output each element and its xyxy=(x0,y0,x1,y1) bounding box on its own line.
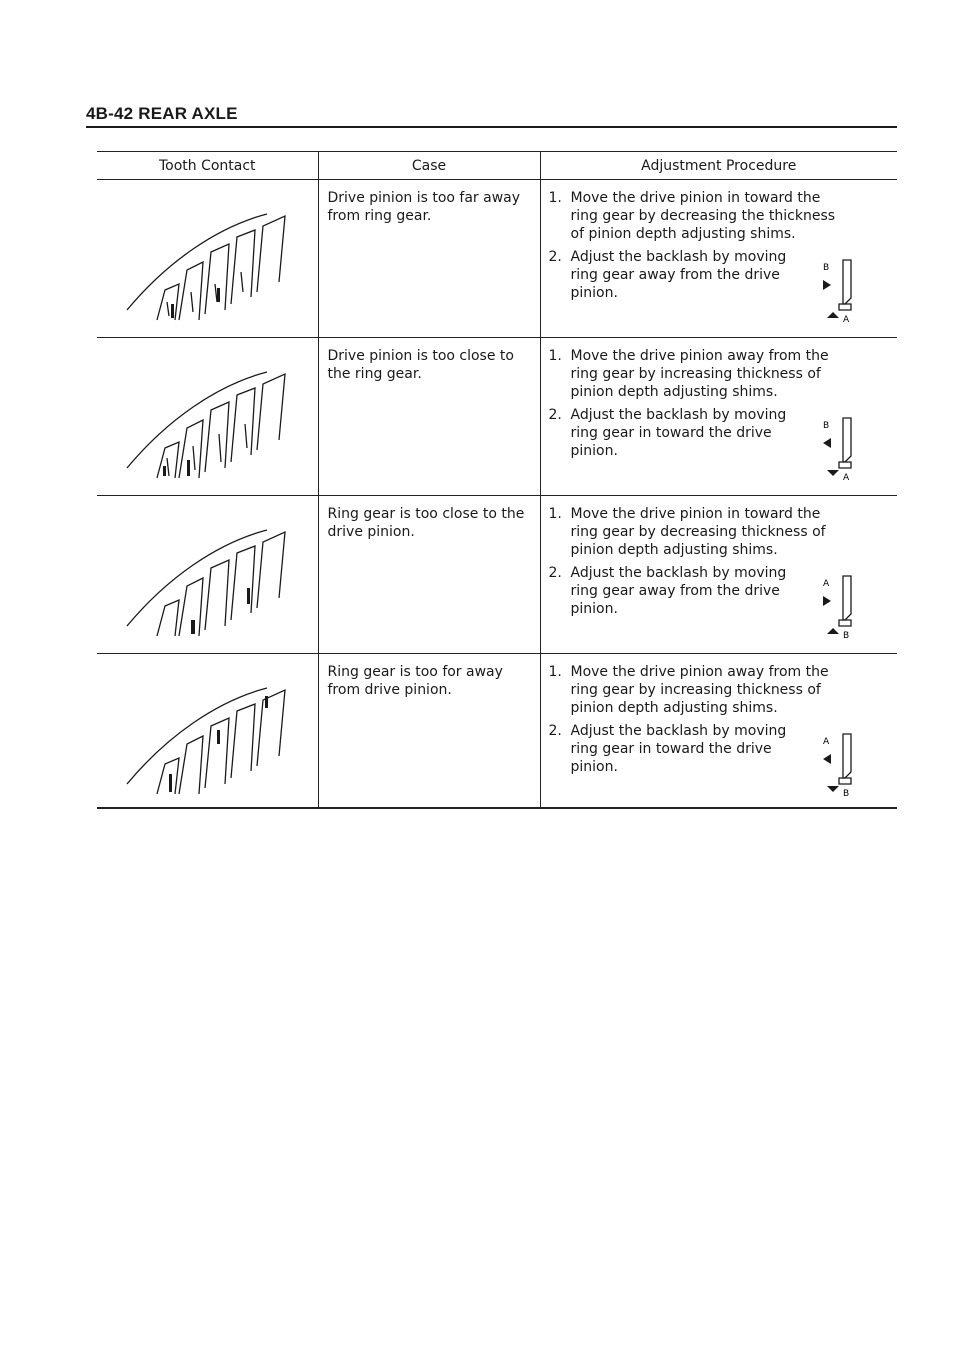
procedure-cell xyxy=(540,654,897,809)
gear-teeth-icon xyxy=(107,508,307,638)
tooth-contact-table xyxy=(97,151,897,809)
diagram-bottom-label: B xyxy=(843,631,850,641)
step-text: Adjust the backlash by moving ring gear away from the drive pinion. xyxy=(570,565,787,617)
arrow-left-icon xyxy=(823,754,831,764)
gear-position-diagram xyxy=(811,258,883,326)
tooth-contact-cell xyxy=(97,496,318,654)
step-number: 2. xyxy=(548,723,562,739)
gear-teeth-icon xyxy=(107,350,307,480)
arrow-up-icon xyxy=(827,628,839,634)
procedure-cell xyxy=(540,180,897,338)
procedure-cell xyxy=(540,338,897,496)
case-text: Drive pinion is too far away from ring gear. xyxy=(327,190,521,224)
gear-position-diagram xyxy=(811,574,883,642)
case-cell xyxy=(318,654,540,809)
column-header-case: Case xyxy=(318,152,540,180)
gear-position-diagram xyxy=(811,732,883,800)
diagram-bottom-label: B xyxy=(843,789,850,799)
arrow-right-icon xyxy=(823,596,831,606)
step-text: Adjust the backlash by moving ring gear in toward the drive pinion. xyxy=(570,407,787,459)
step-number: 2. xyxy=(548,249,562,265)
table-row xyxy=(97,654,897,809)
gear-teeth-icon xyxy=(107,666,307,796)
arrow-left-icon xyxy=(823,438,831,448)
arrow-right-icon xyxy=(823,280,831,290)
tooth-contact-cell xyxy=(97,654,318,809)
case-cell xyxy=(318,180,540,338)
procedure-step xyxy=(549,505,892,559)
arrow-up-icon xyxy=(827,312,839,318)
table-header-row xyxy=(97,152,897,180)
tooth-contact-cell xyxy=(97,338,318,496)
step-text: Move the drive pinion away from the ring gear by increasing thickness of pinion depth adjusting shims. xyxy=(570,664,829,716)
gear-position-diagram xyxy=(811,416,883,484)
diagram-bottom-label: A xyxy=(843,473,850,483)
step-text: Move the drive pinion in toward the ring gear by decreasing thickness of pinion depth adjusting shims. xyxy=(570,506,826,558)
column-header-tooth-contact: Tooth Contact xyxy=(97,152,318,180)
arrow-down-icon xyxy=(827,786,839,792)
column-header-adjustment-procedure: Adjustment Procedure xyxy=(540,152,897,180)
step-number: 1. xyxy=(548,664,562,680)
step-number: 2. xyxy=(548,565,562,581)
tooth-contact-cell xyxy=(97,180,318,338)
step-number: 1. xyxy=(548,348,562,364)
diagram-top-label: A xyxy=(823,737,830,747)
procedure-cell xyxy=(540,496,897,654)
header-rule xyxy=(86,126,897,128)
case-cell xyxy=(318,496,540,654)
arrow-down-icon xyxy=(827,470,839,476)
step-number: 2. xyxy=(548,407,562,423)
case-cell xyxy=(318,338,540,496)
case-text: Ring gear is too for away from drive pinion. xyxy=(327,664,503,698)
diagram-top-label: A xyxy=(823,579,830,589)
case-text: Ring gear is too close to the drive pinion. xyxy=(327,506,525,540)
case-text: Drive pinion is too close to the ring gear. xyxy=(327,348,514,382)
step-number: 1. xyxy=(548,190,562,206)
diagram-top-label: B xyxy=(823,263,830,273)
gear-teeth-icon xyxy=(107,192,307,322)
diagram-bottom-label: A xyxy=(843,315,850,325)
diagram-top-label: B xyxy=(823,421,830,431)
step-text: Move the drive pinion away from the ring gear by increasing thickness of pinion depth adjusting shims. xyxy=(570,348,829,400)
page-title: 4B-42 REAR AXLE xyxy=(86,104,238,123)
table-row xyxy=(97,496,897,654)
step-text: Adjust the backlash by moving ring gear away from the drive pinion. xyxy=(570,249,787,301)
table-row xyxy=(97,338,897,496)
procedure-step xyxy=(549,189,892,243)
step-text: Move the drive pinion in toward the ring gear by decreasing the thickness of pinion depth adjusting shims. xyxy=(570,190,836,242)
step-number: 1. xyxy=(548,506,562,522)
procedure-step xyxy=(549,663,892,717)
procedure-step xyxy=(549,347,892,401)
step-text: Adjust the backlash by moving ring gear in toward the drive pinion. xyxy=(570,723,787,775)
table-row xyxy=(97,180,897,338)
